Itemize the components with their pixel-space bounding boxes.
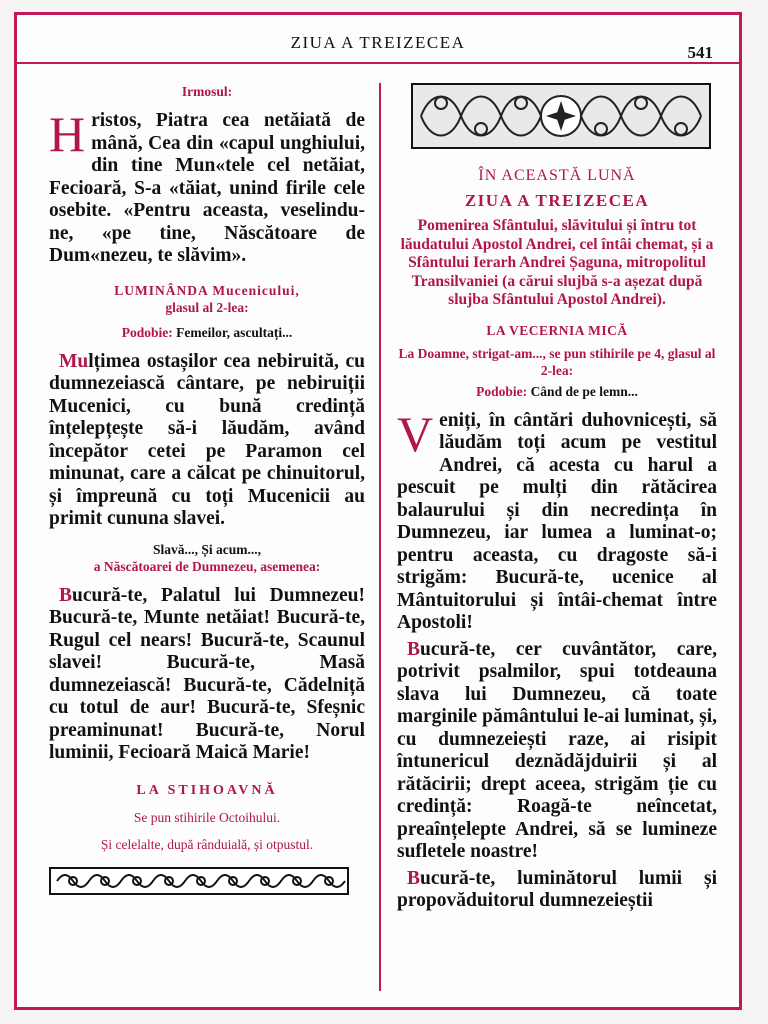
stihira-3 (397, 868, 717, 913)
vespers-heading: LA VECERNIA MICĂ (486, 322, 628, 338)
stihoavna-heading: LA STIHOAVNĂ (136, 782, 278, 798)
luminanda-paragraph (49, 351, 365, 531)
luminanda-text: lțimea ostașilor cea nebiruită, cu dumnezeiască cântare, pe nebiruiții Mucenici, cu bună credință înțelepțește să-i lăudăm, având începător cetei pe Paramon cel minunat, care a călcat pe chinuitorul, și împreună cu toți Mucenicii au primit cununa slavei. (49, 350, 365, 529)
dropcap-v: V (397, 405, 434, 462)
luminanda-tone: glasul al 2-lea: (165, 299, 249, 315)
page-number: 541 (687, 43, 713, 62)
header-rule (17, 62, 739, 64)
ornamental-headpiece (411, 83, 711, 149)
day-heading: ZIUA A TREIZECEA (464, 191, 650, 210)
podobie-text: Femeilor, ascultați... (176, 324, 293, 340)
column-divider (379, 83, 381, 991)
stihira-2-text: ucură-te, cer cuvântător, care, potrivit psalmilor, spui totdeauna slava lui Dumnezeu, că toate marginile pământului le-ai luminat, și, cu dumnezeiești raze, ai risipit întunericul deznădăjduirii și al rătăcirii; drept aceea, strigăm ție cu credință: Roagă-te neîncetat, preaînțelepte Andrei, să se lumineze sufletele noastre! (397, 638, 717, 862)
stihira-3-text: ucură-te, luminătorul lumii și propovăduitorul dumnezeieștii (397, 867, 717, 911)
irmos-paragraph (49, 106, 365, 268)
rubric: La Doamne, strigat-am..., se pun stihirile pe 4, glasul al 2-lea: (398, 345, 716, 378)
stihira-1 (397, 405, 717, 635)
theotokion-initial: B (59, 584, 73, 606)
podobie-label: Podobie: (121, 324, 173, 340)
commemoration: Pomenirea Sfântului, slăvitului și întru tot lăudatului Apostol Andrei, cel întâi chemat, și a Sfântului Ierarh Andrei Șaguna, mitropolitul Transilvaniei (a cărui slujbă s-a așezat după slujba Sfântului Apostol Andrei). (400, 217, 714, 308)
slava-line: Slavă..., Și acum..., (152, 541, 261, 557)
book-page (14, 12, 742, 1010)
luminanda-heading: LUMINÂNDA Mucenicului, (114, 282, 300, 298)
podobie-line-right (397, 383, 717, 400)
irmos-text: ristos, Piatra cea netăiată de mână, Cea din «capul unghiului, din tine Mun«tele cel netăiat, Fecioară, S-a «tăiat, unind firile cele osebite. «Pentru aceasta, veselindu-ne, «pe tine, Născătoare de Dum«nezeu, te slăvim». (49, 110, 365, 266)
podobie-text-right: Când de pe lemn... (530, 383, 638, 399)
stihoavna-note: Se pun stihirile Octoihului. (133, 809, 281, 825)
stihira-2-initial: B (407, 638, 421, 660)
podobie-label-right: Podobie: (476, 383, 528, 399)
theotokion-text: ucură-te, Palatul lui Dumnezeu! Bucură-te, Munte netăiat! Bucură-te, Rugul cel nears! Bucură-te, Scaunul slavei! Bucură-te, Masă dumnezeiască! Bucură-te, Cădelniță cu totul de aur! Bucură-te, Sfeșnic preaminunat! Bucură-te, Norul luminii, Fecioară Maică Marie! (49, 584, 365, 763)
stihira-3-initial: B (407, 867, 421, 889)
stihira-2 (397, 639, 717, 864)
theotokion-paragraph (49, 585, 365, 765)
month-heading: ÎN ACEASTĂ LUNĂ (478, 167, 636, 184)
dropcap-h: H (49, 106, 86, 162)
left-column (49, 69, 365, 899)
closing-note: Și celelalte, după rânduială, și otpustul. (100, 836, 314, 852)
theotokion-label: a Născătoarei de Dumnezeu, asemenea: (93, 558, 321, 574)
stihira-1-text: eniți, în cântări duhovnicești, să lăudăm toți acum pe vestitul Andrei, că acesta cu harul a pescuit pe mulți din rătăcirea balaurului și din necredința în Dumnezeu, iar lumea a luminat-o; pentru aceasta, cu dragoste să-i strigăm: Bucură-te, ucenice al Mântuitorului și întâi-chemat între Apostoli! (397, 409, 717, 633)
running-title: ZIUA A TREIZECEA (290, 33, 466, 52)
right-column (397, 69, 717, 913)
podobie-line (49, 324, 365, 341)
irmos-label: Irmosul: (181, 84, 233, 99)
ornamental-border-bottom (49, 867, 349, 895)
luminanda-initial: Mu (59, 350, 89, 372)
